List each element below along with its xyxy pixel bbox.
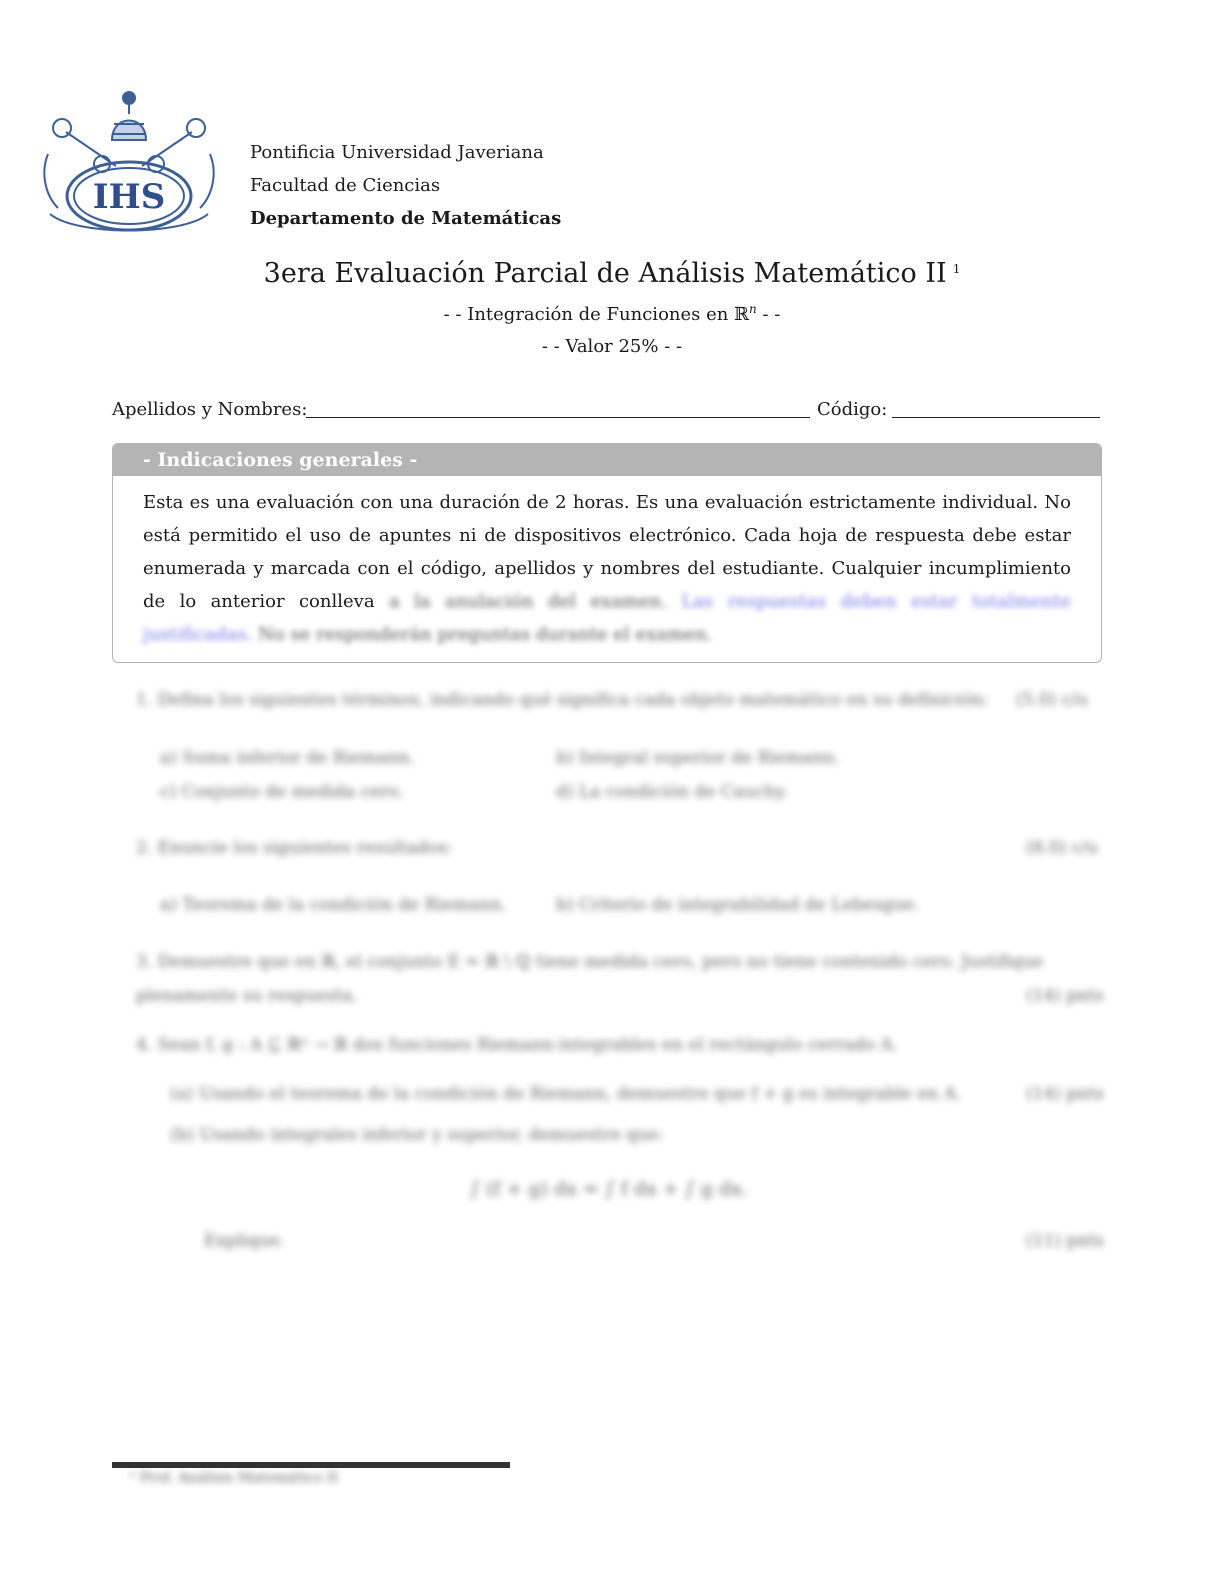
department-name: Departamento de Matemáticas	[250, 208, 562, 229]
question-4a-points: (14) pnts	[1026, 1084, 1104, 1104]
exam-value: - - Valor 25% - -	[541, 336, 683, 357]
question-1b: b) Integral superior de Riemann.	[556, 748, 840, 768]
university-seal-logo	[36, 84, 222, 248]
question-4b-formula: ∫ (f + g) dx = ∫ f dx + ∫ g dx.	[470, 1178, 748, 1200]
question-3-points: (14) pnts	[1026, 986, 1104, 1006]
question-2-points-val: (8.0) c/u	[1026, 838, 1098, 858]
instructions-text-end: No se responderán preguntas durante el examen.	[258, 624, 713, 645]
instructions-heading: - Indicaciones generales -	[113, 444, 1101, 476]
question-2: 2. Enuncie los siguientes resultados:	[136, 838, 453, 858]
faculty-name: Facultad de Ciencias	[250, 175, 441, 196]
question-4b-explain: Explique.	[204, 1231, 286, 1251]
question-3-cont: plenamente su respuesta.	[136, 986, 358, 1006]
question-2a: a) Teorema de la condición de Riemann.	[160, 895, 507, 915]
footnote-text: ¹ Prof. Análisis Matemático II	[130, 1470, 339, 1486]
exam-subtitle-end: - -	[756, 304, 781, 325]
question-4b-points: (11) pnts	[1026, 1231, 1104, 1251]
question-4: 4. Sean f, g : A ⊆ ℝⁿ → ℝ dos funciones Riemann-integrables en el rectángulo cerrado A.	[136, 1035, 899, 1055]
question-1: 1. Defina los siguientes términos, indicando qué significa cada objeto matemático en su definición:	[136, 690, 989, 710]
exam-subtitle-text: - - Integración de Funciones en ℝ	[443, 304, 750, 325]
instructions-text: Esta es una evaluación con una duración de 2 horas. Es una evaluación estrictamente individual. No está permitido el uso de apuntes ni de dispositivos electrónico. Cada hoja de respuesta debe estar enumerada y marcada con el código, apellidos y nombres del estudiante. Cualquier incumplimiento de lo anterior conlleva	[143, 492, 1071, 612]
university-name: Pontificia Universidad Javeriana	[250, 142, 544, 163]
question-1d: d) La condición de Cauchy.	[556, 782, 788, 802]
name-label: Apellidos y Nombres:	[112, 399, 308, 420]
instructions-body	[113, 476, 1101, 651]
svg-text:IHS: IHS	[92, 177, 166, 217]
exam-title	[0, 258, 1224, 289]
student-info-row	[112, 399, 1102, 425]
code-label: Código:	[817, 399, 888, 420]
question-1c: c) Conjunto de medida cero.	[160, 782, 404, 802]
instructions-emphasis: Las respuestas deben estar totalmente justificadas.	[143, 591, 1071, 645]
instructions-box	[112, 443, 1102, 663]
exam-subtitle	[0, 302, 1224, 325]
question-2b: b) Criterio de integrabilidad de Lebesgue.	[556, 895, 920, 915]
question-1a: a) Suma inferior de Riemann.	[160, 748, 415, 768]
exam-subtitle-exponent: n	[749, 302, 757, 316]
exam-title-text: 3era Evaluación Parcial de Análisis Matemático II	[263, 258, 947, 289]
question-4b: (b) Usando integrales inferior y superior, demuestre que:	[170, 1125, 664, 1145]
footnote-rule	[112, 1462, 510, 1468]
question-3: 3. Demuestre que en ℝ, el conjunto E = ℝ \ ℚ tiene medida cero, pero no tiene contenido cero. Justifique	[136, 952, 1044, 972]
footnote-mark: 1	[952, 262, 961, 276]
code-field-line[interactable]	[892, 417, 1100, 418]
question-4a: (a) Usando el teorema de la condición de Riemann, demuestre que f + g es integrable en A.	[170, 1084, 962, 1104]
institution-block	[250, 136, 561, 235]
name-field-line[interactable]	[306, 417, 810, 418]
instructions-text-cont: a la anulación del examen.	[388, 591, 667, 612]
question-1-points: (5.0) c/u	[1016, 690, 1088, 710]
